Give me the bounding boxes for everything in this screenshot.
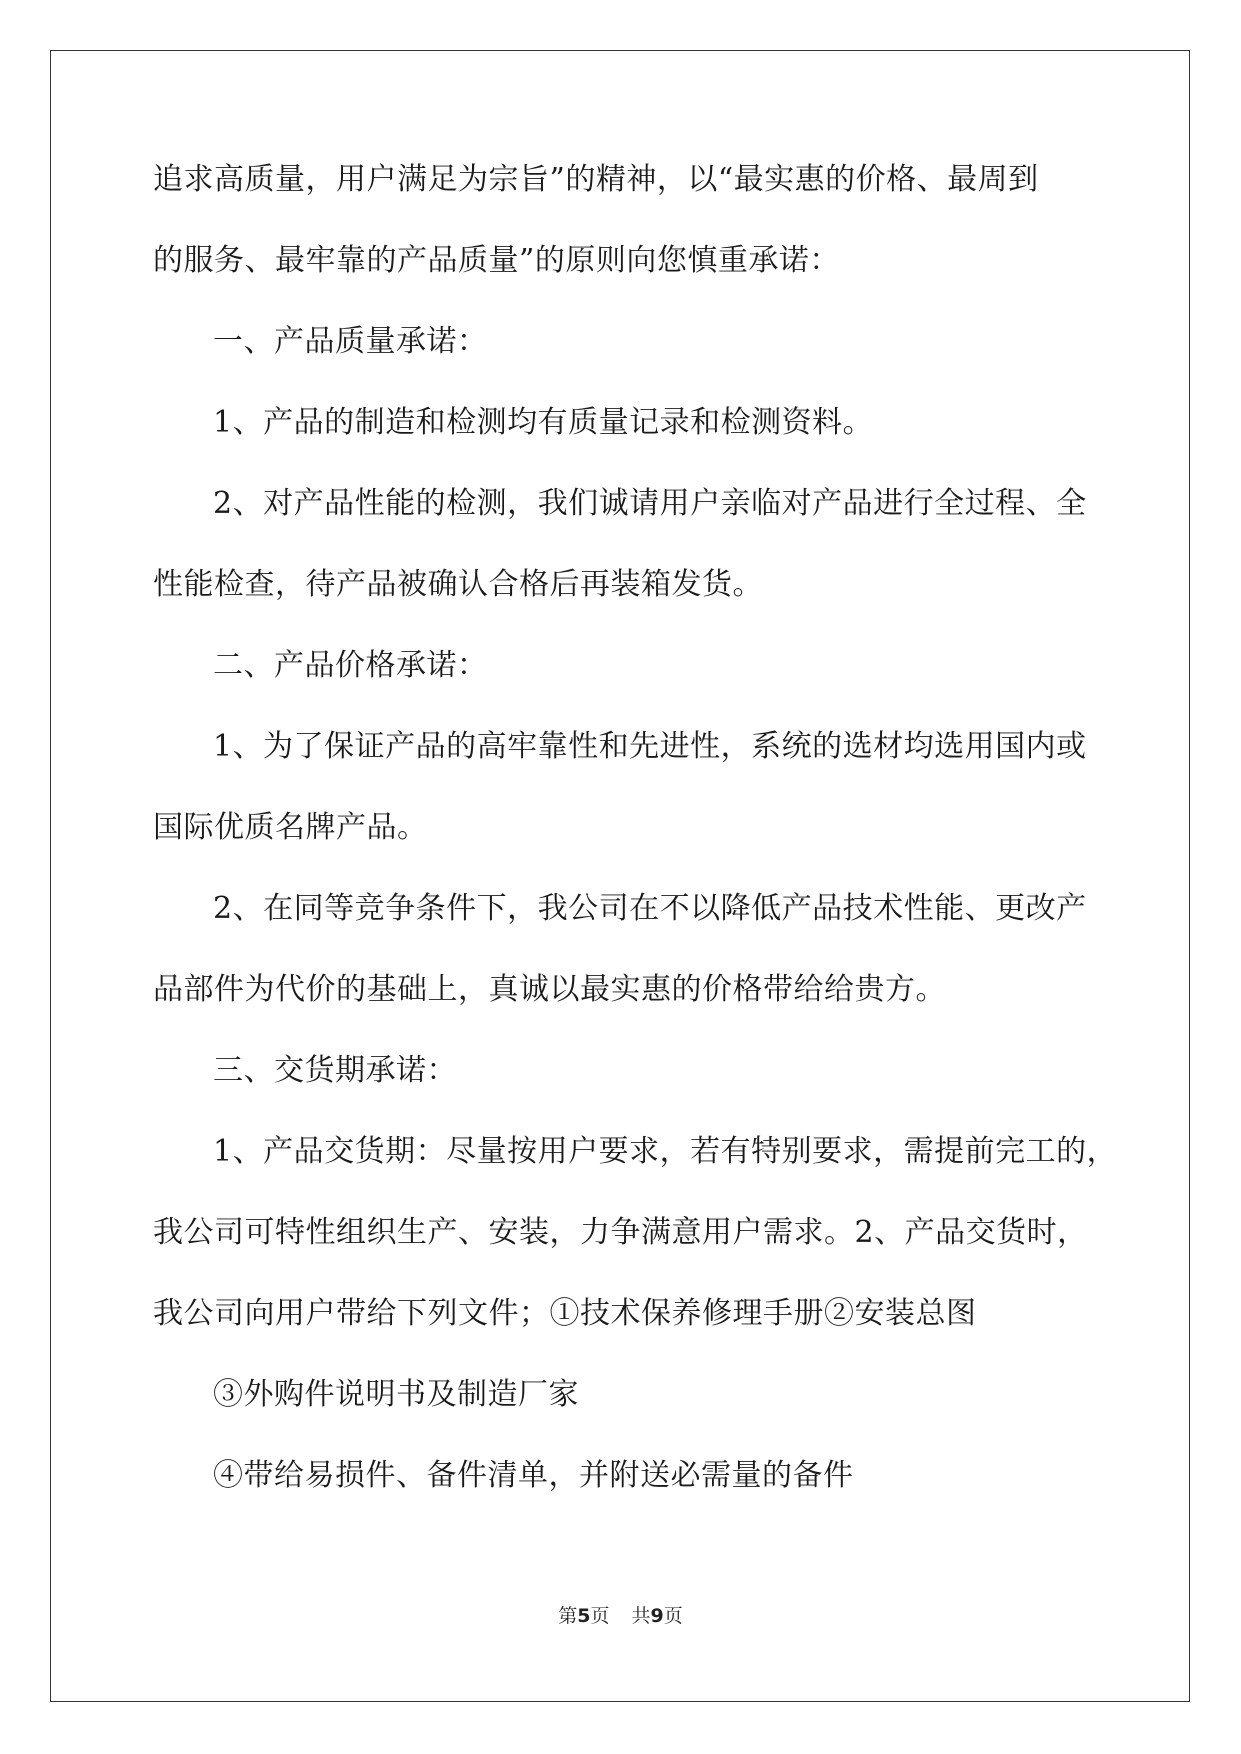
paragraph-line: 1、产品交货期：尽量按用户要求，若有特别要求，需提前完工的， bbox=[213, 1134, 1118, 1169]
page-footer bbox=[0, 1604, 1241, 1628]
section-heading-quality: 一、产品质量承诺： bbox=[213, 324, 488, 359]
paragraph-line: 品部件为代价的基础上，真诚以最实惠的价格带给给贵方。 bbox=[153, 972, 946, 1007]
paragraph-line: 追求高质量，用户满足为宗旨”的精神，以“最实惠的价格、最周到 bbox=[153, 162, 1039, 197]
list-item: ④带给易损件、备件清单，并附送必需量的备件 bbox=[213, 1458, 854, 1493]
total-pages: 9 bbox=[650, 1605, 664, 1627]
paragraph-line: 性能检查，待产品被确认合格后再装箱发货。 bbox=[153, 567, 763, 602]
page-suffix: 页 bbox=[590, 1605, 610, 1627]
page-prefix: 第 bbox=[558, 1605, 578, 1627]
paragraph-line: 1、为了保证产品的高牢靠性和先进性，系统的选材均选用国内或 bbox=[213, 729, 1087, 764]
document-body bbox=[153, 160, 1118, 1537]
paragraph-line: 2、在同等竞争条件下，我公司在不以降低产品技术性能、更改产 bbox=[213, 891, 1087, 926]
section-heading-delivery: 三、交货期承诺： bbox=[213, 1053, 457, 1088]
section-heading-price: 二、产品价格承诺： bbox=[213, 648, 488, 683]
total-suffix: 页 bbox=[663, 1605, 683, 1627]
list-item: ③外购件说明书及制造厂家 bbox=[213, 1377, 579, 1412]
paragraph-line: 2、对产品性能的检测，我们诚请用户亲临对产品进行全过程、全 bbox=[213, 486, 1087, 521]
paragraph-line: 国际优质名牌产品。 bbox=[153, 810, 428, 845]
paragraph-line: 1、产品的制造和检测均有质量记录和检测资料。 bbox=[213, 405, 874, 440]
total-prefix: 共 bbox=[631, 1605, 651, 1627]
page-number: 5 bbox=[577, 1605, 591, 1627]
paragraph-line: 我公司可特性组织生产、安装，力争满意用户需求。2、产品交货时， bbox=[153, 1215, 1088, 1250]
paragraph-line: 的服务、最牢靠的产品质量”的原则向您慎重承诺： bbox=[153, 243, 840, 278]
paragraph-line: 我公司向用户带给下列文件；①技术保养修理手册②安装总图 bbox=[153, 1296, 977, 1331]
